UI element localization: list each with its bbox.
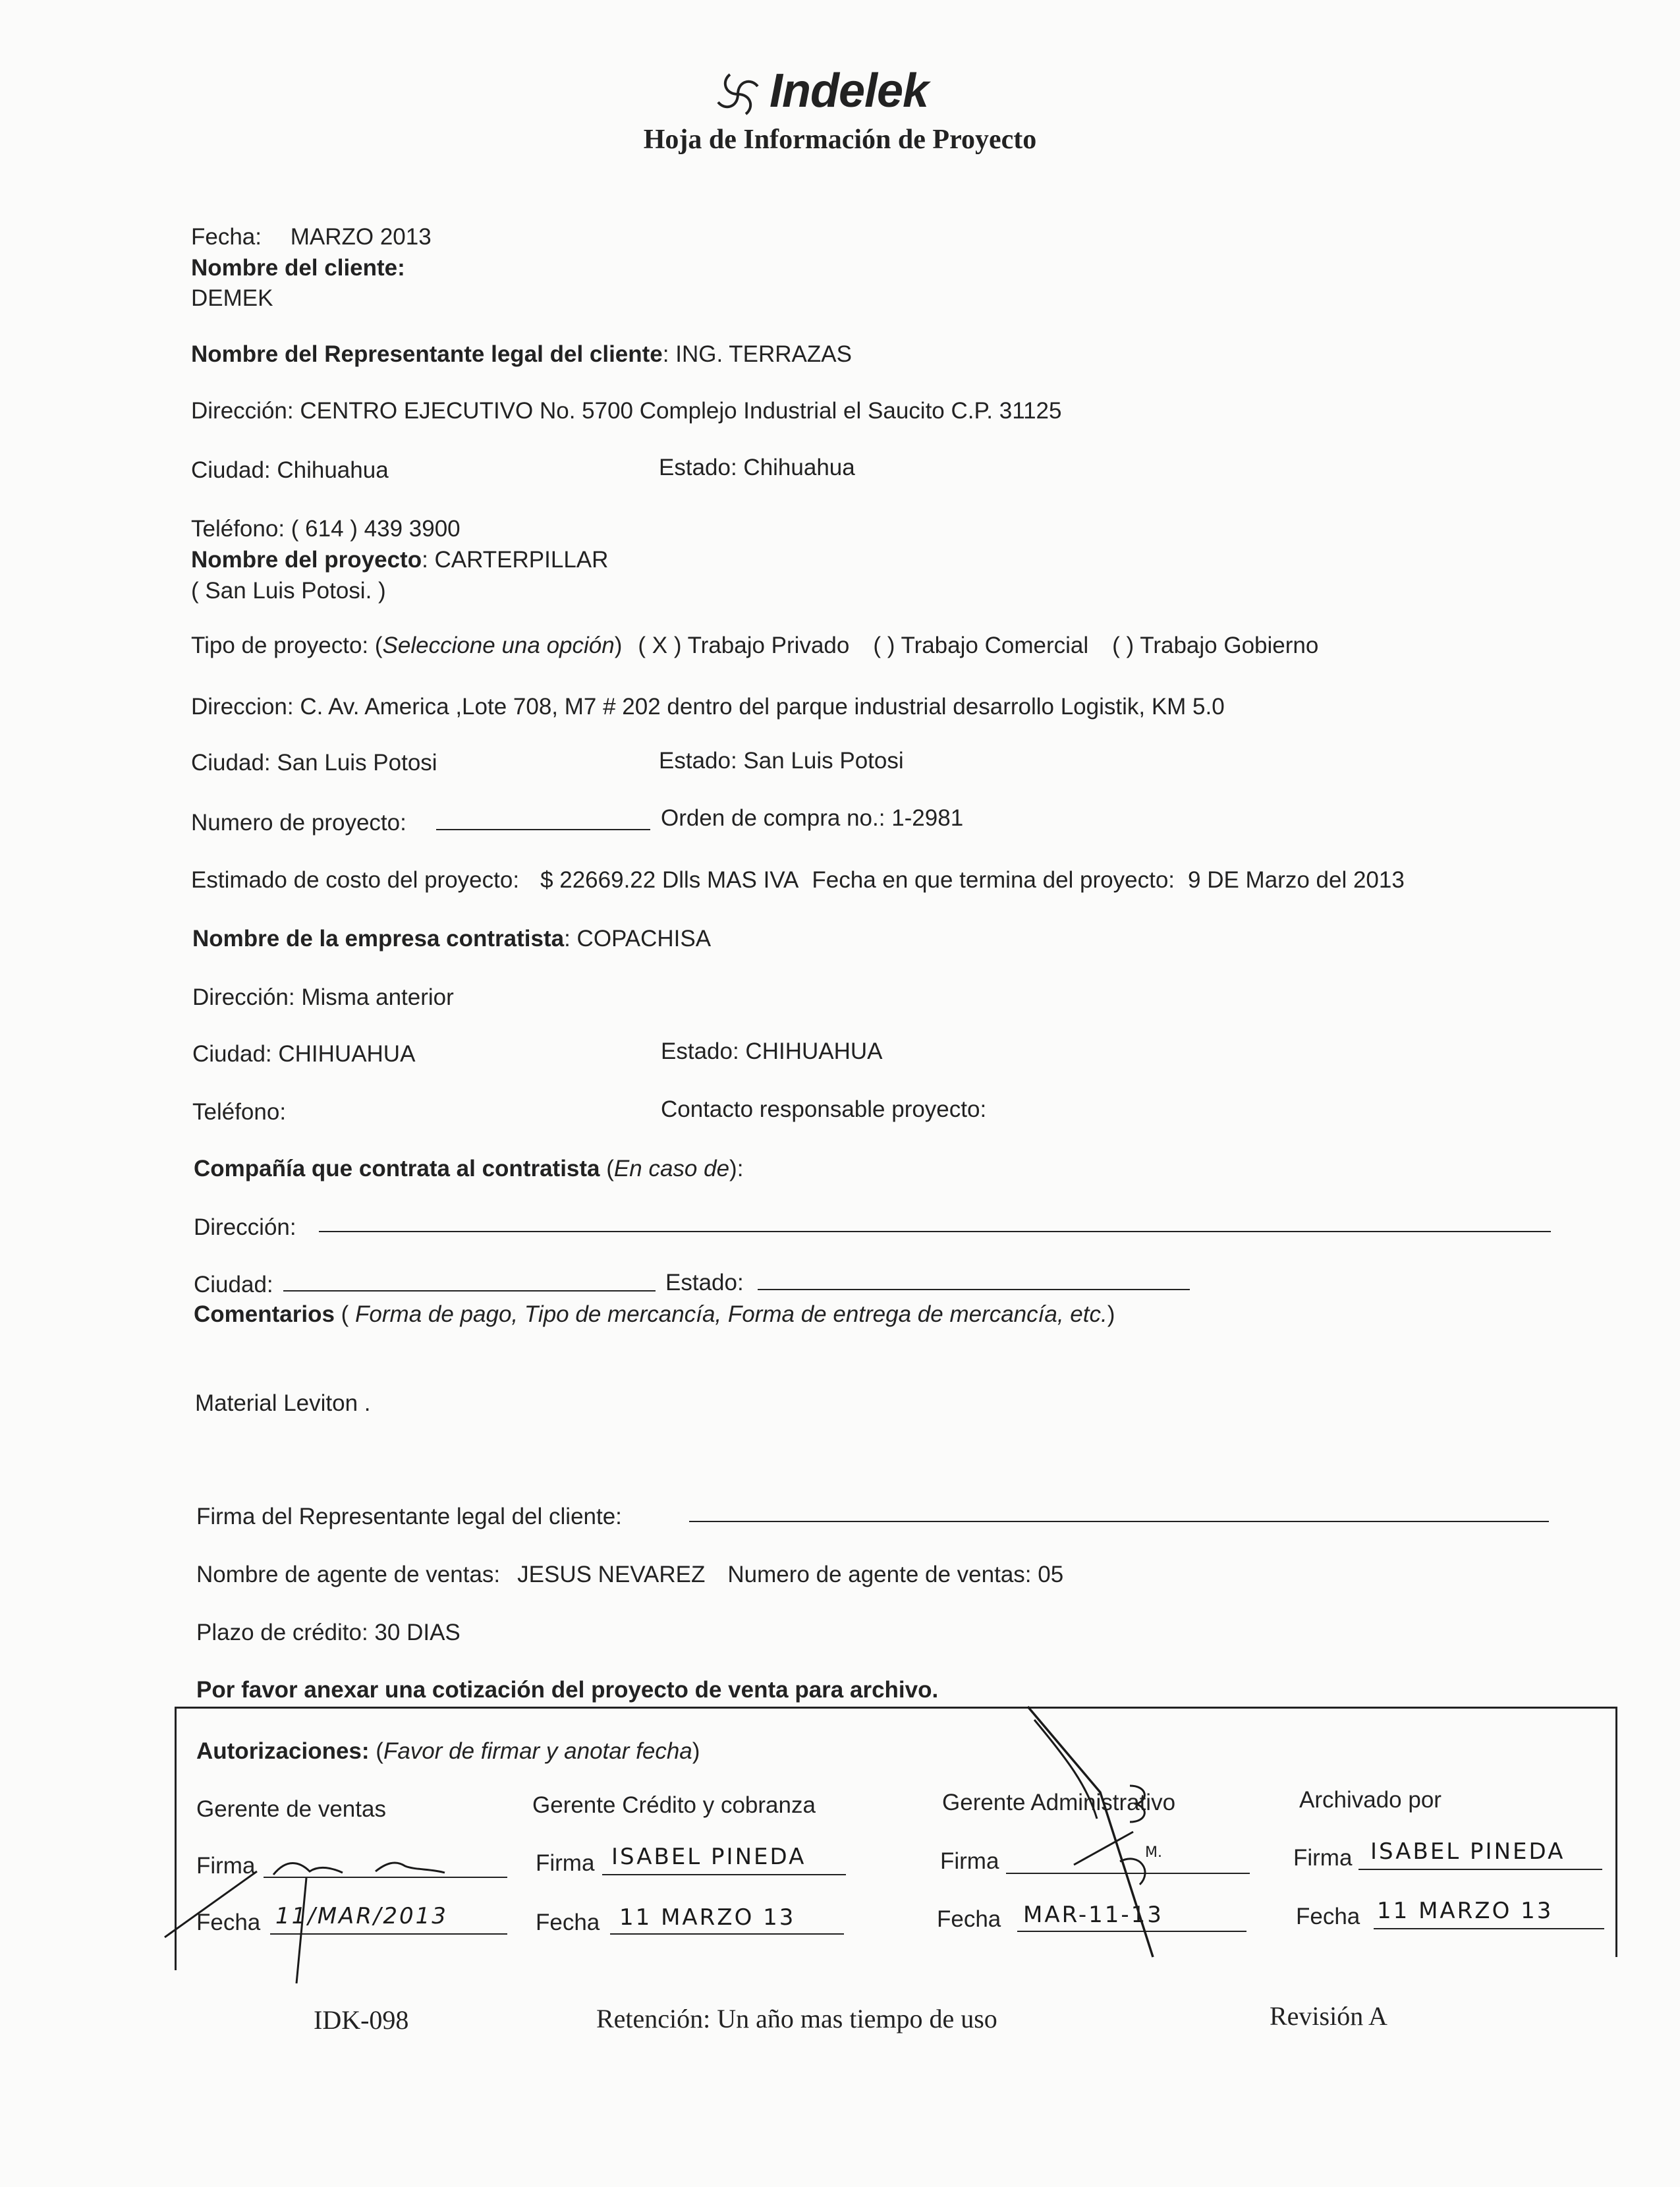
estado-compania-line bbox=[758, 1289, 1190, 1290]
ciudad-proyecto: Ciudad: San Luis Potosi bbox=[191, 750, 437, 776]
tipo-label: Tipo de proyecto: ( bbox=[191, 633, 383, 658]
firma-representante-line bbox=[689, 1521, 1549, 1522]
fecha-label: Fecha: bbox=[191, 224, 262, 250]
sign-col-2-fecha-value: 11 MARZO 13 bbox=[619, 1904, 796, 1931]
footer-revision: Revisión A bbox=[1270, 2001, 1387, 2031]
numero-proyecto-line bbox=[436, 829, 650, 830]
sign-col-2-fecha-label: Fecha bbox=[536, 1910, 600, 1935]
sign-col-4-firma-label: Firma bbox=[1293, 1845, 1353, 1871]
fecha-value: MARZO 2013 bbox=[290, 224, 432, 250]
representante-row bbox=[191, 341, 852, 368]
agente-label: Nombre de agente de ventas: bbox=[196, 1562, 501, 1587]
footer-form-id: IDK-098 bbox=[314, 2005, 409, 2035]
compania-paren-close: ): bbox=[729, 1156, 744, 1181]
compania-hint: En caso de bbox=[613, 1156, 730, 1181]
company-logo bbox=[712, 63, 962, 122]
direccion-compania-label: Dirección: bbox=[194, 1214, 296, 1240]
fecha-row bbox=[191, 224, 432, 250]
sign-col-2-firma-label: Firma bbox=[536, 1850, 595, 1876]
ciudad-compania-line bbox=[283, 1290, 656, 1292]
proyecto-label: Nombre del proyecto bbox=[191, 547, 422, 573]
sign-col-3-signature bbox=[988, 1687, 1225, 1977]
tipo-close: ) bbox=[614, 633, 623, 658]
estado-proyecto: Estado: San Luis Potosi bbox=[659, 748, 904, 774]
sign-col-1-strike-mark bbox=[158, 1832, 316, 1990]
sign-col-3-firma-label: Firma bbox=[940, 1848, 999, 1874]
sign-col-4-fecha-value: 11 MARZO 13 bbox=[1377, 1898, 1554, 1924]
proyecto-value: : CARTERPILLAR bbox=[422, 547, 609, 573]
termina-label: Fecha en que termina del proyecto: bbox=[812, 867, 1175, 893]
sign-col-1-fecha-value: 11/MAR/2013 bbox=[275, 1903, 448, 1929]
comentarios-paren-open: ( bbox=[334, 1301, 356, 1327]
contratista-value: : COPACHISA bbox=[564, 926, 712, 951]
opcion-privado: ( X ) Trabajo Privado bbox=[638, 633, 850, 658]
sign-col-3-fecha-label: Fecha bbox=[937, 1906, 1001, 1932]
plazo-credito: Plazo de crédito: 30 DIAS bbox=[196, 1620, 461, 1645]
representante-label: Nombre del Representante legal del cliente bbox=[191, 341, 663, 367]
direccion-compania-line bbox=[319, 1231, 1551, 1232]
tipo-proyecto-row bbox=[191, 633, 1318, 659]
compania-label: Compañía que contrata al contratista bbox=[194, 1156, 600, 1181]
proyecto-row bbox=[191, 547, 608, 573]
ciudad-cliente: Ciudad: Chihuahua bbox=[191, 457, 389, 483]
comentarios-row bbox=[194, 1301, 1115, 1328]
compania-row bbox=[194, 1156, 743, 1182]
svg-text:M.: M. bbox=[1145, 1844, 1162, 1861]
sign-col-3-title: Gerente Administrativo bbox=[942, 1790, 1176, 1815]
sign-col-4-firma-value: ISABEL PINEDA bbox=[1370, 1838, 1565, 1865]
representante-value: : ING. TERRAZAS bbox=[662, 341, 852, 367]
costo-value: $ 22669.22 Dlls MAS IVA bbox=[540, 867, 799, 893]
compania-paren-open: ( bbox=[600, 1156, 614, 1181]
swirl-logo-icon bbox=[712, 68, 764, 121]
termina-value: 9 DE Marzo del 2013 bbox=[1188, 867, 1405, 893]
contratista-row bbox=[192, 926, 711, 952]
direccion-contratista: Dirección: Misma anterior bbox=[192, 984, 454, 1010]
sign-col-2-firma-line bbox=[602, 1874, 846, 1875]
autorizaciones-paren-close: ) bbox=[692, 1738, 700, 1764]
box-right-border bbox=[1615, 1707, 1617, 1957]
direccion-cliente: Dirección: CENTRO EJECUTIVO No. 5700 Complejo Industrial el Saucito C.P. 31125 bbox=[191, 398, 1062, 424]
estado-compania-label: Estado: bbox=[665, 1270, 744, 1295]
logo-wordmark: Indelek bbox=[770, 65, 929, 117]
sign-col-3-fecha-value: MAR-11-13 bbox=[1023, 1902, 1163, 1928]
firma-representante-label: Firma del Representante legal del cliente: bbox=[196, 1504, 622, 1529]
cliente-label: Nombre del cliente: bbox=[191, 255, 405, 281]
sign-col-2-fecha-line bbox=[610, 1933, 844, 1935]
numero-agente: Numero de agente de ventas: 05 bbox=[727, 1562, 1064, 1587]
contratista-label: Nombre de la empresa contratista bbox=[192, 926, 565, 951]
sign-col-2-title: Gerente Crédito y cobranza bbox=[532, 1792, 816, 1818]
agente-value: JESUS NEVAREZ bbox=[517, 1562, 706, 1587]
comentarios-value: Material Leviton . bbox=[195, 1390, 371, 1416]
direccion-proyecto: Direccion: C. Av. America ,Lote 708, M7 # 202 dentro del parque industrial desarrollo Logistik, KM 5.0 bbox=[191, 694, 1225, 720]
sign-col-4-firma-line bbox=[1358, 1869, 1602, 1870]
autorizaciones-paren-open: ( bbox=[369, 1738, 383, 1764]
comentarios-hint: Forma de pago, Tipo de mercancía, Forma de entrega de mercancía, etc. bbox=[355, 1301, 1107, 1327]
comentarios-label: Comentarios bbox=[194, 1301, 335, 1327]
box-top-border bbox=[175, 1707, 1617, 1709]
autorizaciones-row bbox=[196, 1738, 700, 1765]
sign-col-2-firma-value: ISABEL PINEDA bbox=[611, 1844, 806, 1870]
opcion-gobierno: ( ) Trabajo Gobierno bbox=[1112, 633, 1319, 658]
estado-cliente: Estado: Chihuahua bbox=[659, 455, 855, 480]
sign-col-4-fecha-line bbox=[1374, 1928, 1604, 1929]
sign-col-1-firma-label: Firma bbox=[196, 1853, 256, 1879]
numero-proyecto-label: Numero de proyecto: bbox=[191, 810, 406, 836]
proyecto-ubicacion: ( San Luis Potosi. ) bbox=[191, 578, 386, 604]
contacto-responsable: Contacto responsable proyecto: bbox=[661, 1096, 987, 1122]
comentarios-paren-close: ) bbox=[1107, 1301, 1115, 1327]
anexar-nota: Por favor anexar una cotización del proyecto de venta para archivo. bbox=[196, 1677, 939, 1703]
orden-compra: Orden de compra no.: 1-2981 bbox=[661, 805, 964, 831]
estado-contratista: Estado: CHIHUAHUA bbox=[661, 1038, 883, 1064]
opcion-comercial: ( ) Trabajo Comercial bbox=[873, 633, 1089, 658]
sign-col-1-fecha-label: Fecha bbox=[196, 1910, 261, 1935]
telefono-cliente: Teléfono: ( 614 ) 439 3900 bbox=[191, 516, 461, 542]
costo-row bbox=[191, 867, 1405, 894]
cliente-value: DEMEK bbox=[191, 285, 273, 311]
ciudad-compania-label: Ciudad: bbox=[194, 1272, 273, 1297]
costo-label: Estimado de costo del proyecto: bbox=[191, 867, 520, 893]
sign-col-1-title: Gerente de ventas bbox=[196, 1796, 386, 1822]
tipo-hint: Seleccione una opción bbox=[382, 633, 615, 658]
sign-col-4-title: Archivado por bbox=[1299, 1787, 1442, 1813]
page-title: Hoja de Información de Proyecto bbox=[643, 125, 1037, 155]
agente-row bbox=[196, 1562, 1063, 1588]
ciudad-contratista: Ciudad: CHIHUAHUA bbox=[192, 1041, 416, 1067]
sign-col-4-fecha-label: Fecha bbox=[1296, 1904, 1360, 1929]
telefono-contratista: Teléfono: bbox=[192, 1099, 287, 1125]
autorizaciones-label: Autorizaciones: bbox=[196, 1738, 370, 1764]
autorizaciones-hint: Favor de firmar y anotar fecha bbox=[383, 1738, 692, 1764]
footer-retencion: Retención: Un año mas tiempo de uso bbox=[596, 2004, 997, 2033]
